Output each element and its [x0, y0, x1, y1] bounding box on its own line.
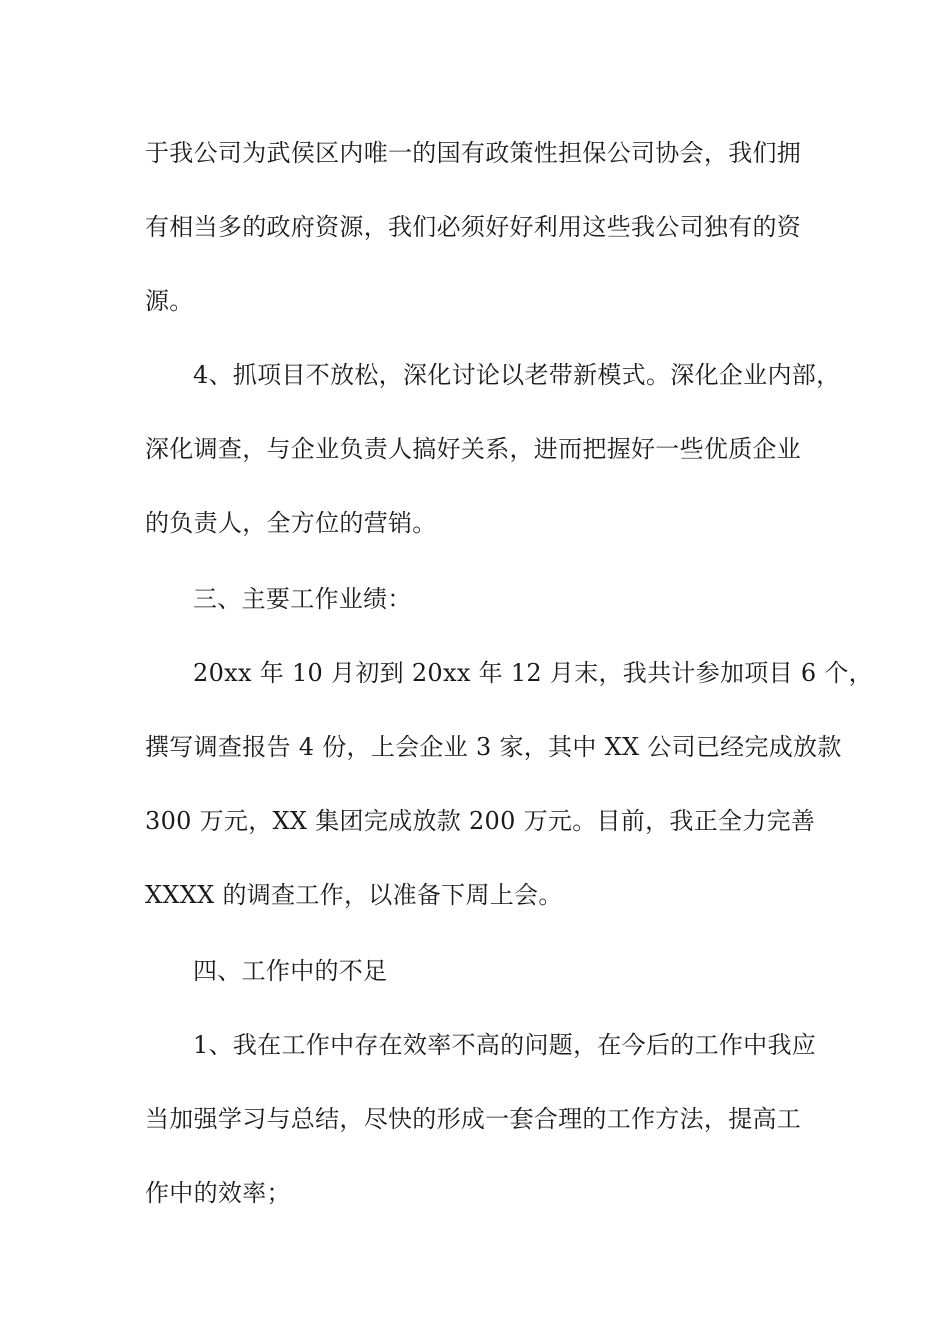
paragraph-line: 的负责人，全方位的营销。 — [145, 509, 437, 537]
paragraph-line: 撰写调查报告 4 份，上会企业 3 家，其中 XX 公司已经完成放款 — [145, 733, 842, 761]
paragraph-line: 源。 — [145, 287, 194, 315]
paragraph-line: 于我公司为武侯区内唯一的国有政策性担保公司协会，我们拥 — [145, 139, 802, 167]
paragraph-line: 300 万元，XX 集团完成放款 200 万元。目前，我正全力完善 — [145, 807, 816, 835]
paragraph-line: 20xx 年 10 月初到 20xx 年 12 月末，我共计参加项目 6 个， — [193, 659, 873, 687]
paragraph-line: XXXX 的调查工作，以准备下周上会。 — [145, 881, 563, 909]
paragraph-line: 当加强学习与总结，尽快的形成一套合理的工作方法，提高工 — [145, 1105, 802, 1133]
paragraph-line: 作中的效率； — [145, 1179, 291, 1207]
paragraph-line: 1、我在工作中存在效率不高的问题，在今后的工作中我应 — [193, 1031, 817, 1059]
section-heading: 四、工作中的不足 — [193, 957, 388, 985]
paragraph-line: 有相当多的政府资源，我们必须好好利用这些我公司独有的资 — [145, 213, 802, 241]
paragraph-line: 深化调查，与企业负责人搞好关系，进而把握好一些优质企业 — [145, 435, 802, 463]
section-heading: 三、主要工作业绩： — [193, 585, 412, 613]
paragraph-line: 4、抓项目不放松，深化讨论以老带新模式。深化企业内部， — [193, 361, 841, 389]
